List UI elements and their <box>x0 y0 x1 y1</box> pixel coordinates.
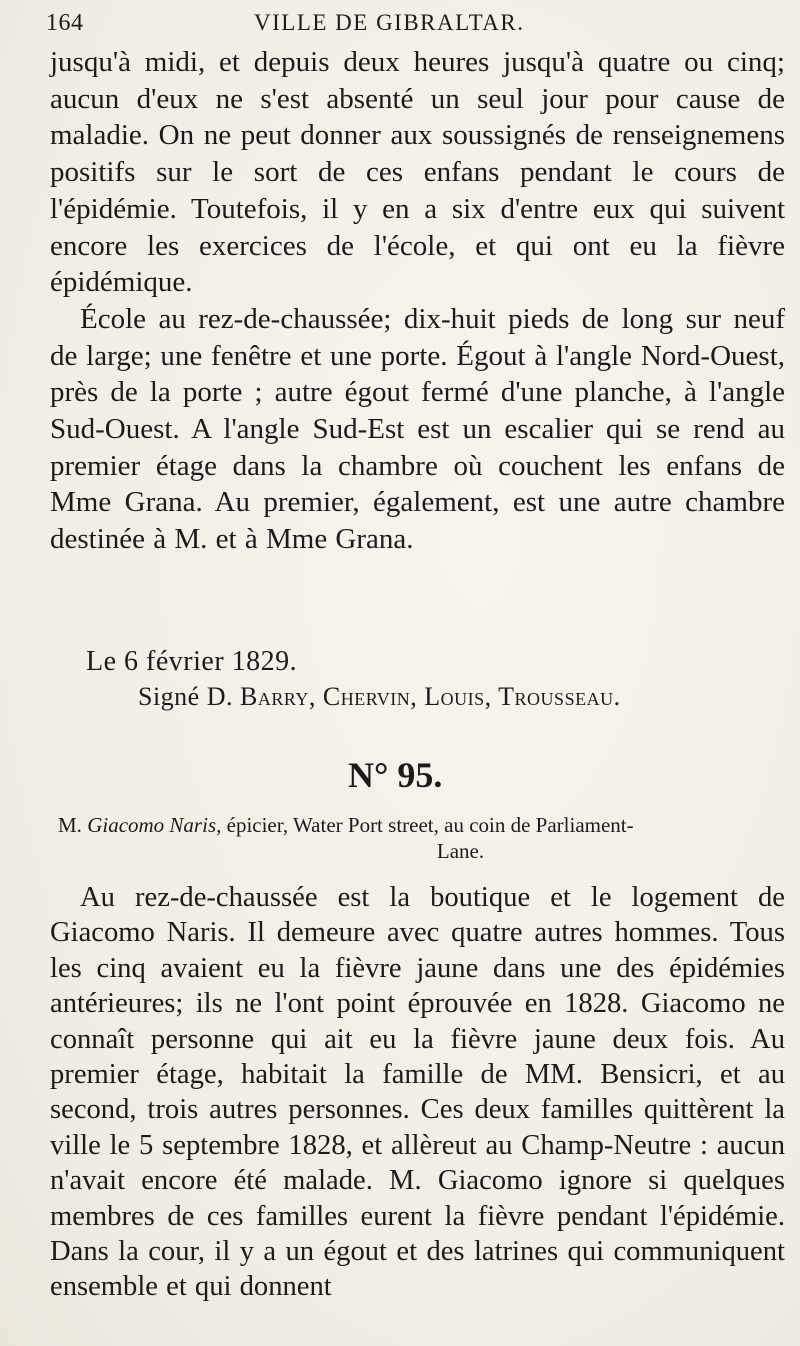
page-header <box>46 6 746 46</box>
signature-block <box>138 682 621 712</box>
section-number: N° 95. <box>348 755 443 795</box>
signature-date: Le 6 février 1829. <box>86 646 298 677</box>
page-number: 164 <box>46 10 84 36</box>
lower-text-block <box>50 880 785 1305</box>
upper-text-block <box>50 44 785 558</box>
entry-prefix: M. <box>58 813 82 837</box>
entry-name: Giacomo Naris, <box>87 813 222 837</box>
entry-heading <box>58 812 773 864</box>
signatory-names: Barry, Chervin, Louis, Trousseau. <box>240 682 621 711</box>
signed-prefix: Signé D. <box>138 682 233 711</box>
entry-description-line2: Lane. <box>436 839 485 863</box>
paragraph-1: jusqu'à midi, et depuis deux heures jusqu'à quatre ou cinq; aucun d'eux ne s'est absenté un seul jour pour cause de maladie. On ne peut donner aux soussignés de renseignemens positifs sur le sort de ces enfans pendant le cours de l'épidémie. Toutefois, il y en a six d'entre eux qui suivent encore les exercices de l'école, et qui ont eu la fièvre épidémique. <box>50 46 785 299</box>
running-head: VILLE DE GIBRALTAR. <box>254 10 525 35</box>
paragraph-3: Au rez-de-chaussée est la boutique et le logement de Giacomo Naris. Il demeure avec quatre autres hommes. Tous les cinq avaient eu la fièvre jaune dans une des épidémies antérieures; ils ne l'ont point éprouvée en 1828. Giacomo ne connaît personne qui ait eu la fièvre jaune deux fois. Au premier étage, habitait la famille de MM. Bensicri, et au second, trois autres personnes. Ces deux familles quittèrent la ville le 5 septembre 1828, et allèreut au Champ-Neutre : aucun n'avait encore été malade. M. Giacomo ignore si quelques membres de ces familles eurent la fièvre pendant l'épidémie. Dans la cour, il y a un égout et des latrines qui communiquent ensemble et qui donnent <box>50 882 785 1303</box>
paragraph-2: École au rez-de-chaussée; dix-huit pieds de long sur neuf de large; une fenêtre et une porte. Égout à l'angle Nord-Ouest, près de la porte ; autre égout fermé d'une planche, à l'angle Sud-Ouest. A l'angle Sud-Est est un escalier qui se rend au premier étage dans la chambre où couchent les enfans de Mme Grana. Au premier, également, est une autre chambre destinée à M. et à Mme Grana. <box>50 302 785 556</box>
entry-description: épicier, Water Port street, au coin de Parliament- <box>226 813 634 837</box>
